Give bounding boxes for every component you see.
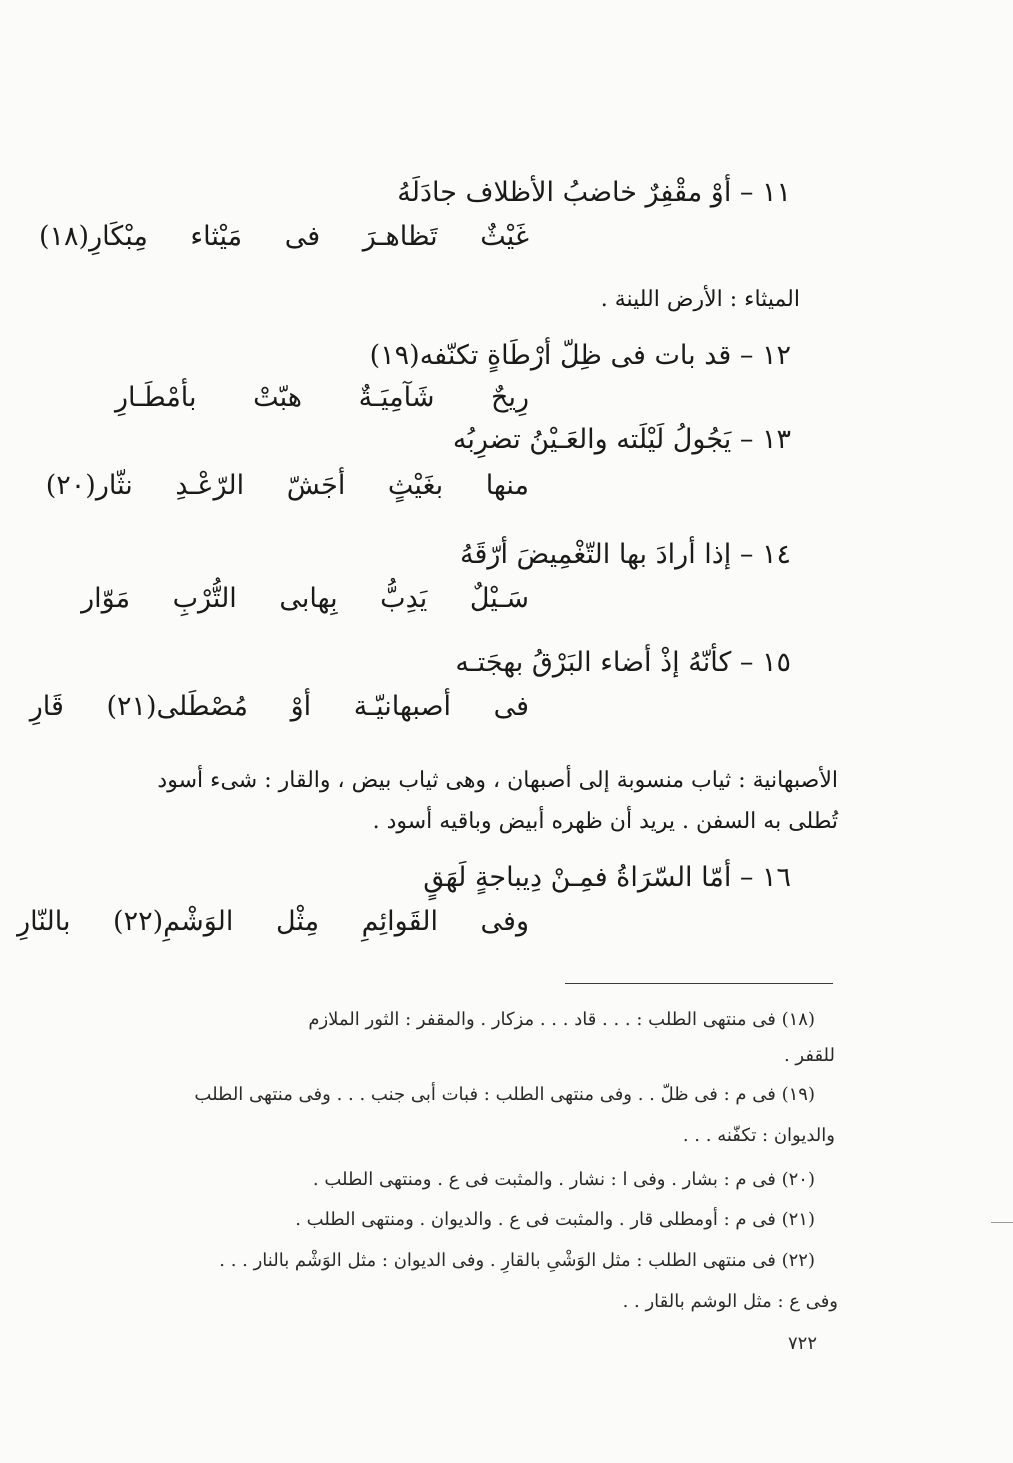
gloss-maytha: الميثاء : الأرض اللينة . bbox=[600, 287, 800, 312]
verse-13-second-hemistich: منها بغَيْثٍ أجَشّ الرّعْـدِ نثّار(٢٠) bbox=[45, 470, 529, 501]
footnote-19-line-2: والديوان : تكفّنه . . . bbox=[682, 1125, 835, 1146]
verse-15-first-hemistich: ١٥ – كأنّهُ إذْ أضاء البَرْقُ بهجَتـه bbox=[455, 647, 791, 678]
footnote-20: (٢٠) فى م : بشار . وفى ا : نشار . والمثبت فى ع . ومنتهى الطلب . bbox=[312, 1169, 815, 1190]
footnote-22-line-1: (٢٢) فى منتهى الطلب : مثل الوَشْىِ بالقارِ . وفى الديوان : مثل الوَشْم بالنار . . . bbox=[219, 1250, 815, 1271]
gloss-isbahaniya-line-2: تُطلى به السفن . يريد أن ظهره أبيض وباقيه أسود . bbox=[372, 809, 838, 834]
verse-14-second-hemistich: سَـيْلٌ يَدِبُّ بِهابى التُّرْبِ مَوّار bbox=[81, 583, 529, 614]
verse-13-first-hemistich: ١٣ – يَجُولُ لَيْلَته والعَـيْنُ تضرِبُه bbox=[452, 424, 791, 455]
footnote-18-line-1: (١٨) فى منتهى الطلب : . . . قاد . . . مزكار . والمقفر : الثور الملازم bbox=[308, 1009, 815, 1030]
verse-14-first-hemistich: ١٤ – إذا أرادَ بها التّغْمِيضَ أرّقَهُ bbox=[460, 539, 791, 570]
verse-16-first-hemistich: ١٦ – أمّا السّرَاةُ فمِـنْ دِيباجةٍ لَهَقٍ bbox=[423, 862, 791, 893]
verse-12-first-hemistich: ١٢ – قد بات فى ظِلّ أرْطَاةٍ تكنّفه(١٩) bbox=[369, 340, 791, 371]
verse-12-second-hemistich: رِيحٌ شَآمِيَـةٌ هبّتْ بأمْطَـارِ bbox=[115, 382, 529, 413]
verse-16-second-hemistich: وفى القَوائِمِ مِثْل الوَشْمِ(٢٢) بالنّارِ bbox=[17, 906, 529, 937]
footnote-21: (٢١) فى م : أومطلى قار . والمثبت فى ع . والديوان . ومنتهى الطلب . bbox=[295, 1209, 815, 1230]
scan-edge-mark bbox=[991, 1222, 1013, 1223]
verse-11-first-hemistich: ١١ – أوْ مقْفِرٌ خاضبُ الأظلاف جادَلَهُ bbox=[397, 177, 791, 208]
footnote-19-line-1: (١٩) فى م : فى ظلّ . . وفى منتهى الطلب : فبات أبى جنب . . . وفى منتهى الطلب bbox=[194, 1084, 815, 1105]
verse-11-second-hemistich: غَيْثٌ تَظاهـرَ فى مَيْثاء مِبْكَارِ(١٨) bbox=[38, 221, 529, 252]
footnote-separator bbox=[565, 983, 833, 984]
footnote-18-line-2: للقفر . bbox=[783, 1045, 835, 1066]
verse-15-second-hemistich: فى أصبهانيّـة أوْ مُصْطَلى(٢١) قَارِ bbox=[29, 691, 529, 722]
footnote-22-line-2: وفى ع : مثل الوشم بالقار . . bbox=[622, 1291, 838, 1312]
page-number: ٧٢٢ bbox=[787, 1333, 817, 1354]
gloss-isbahaniya-line-1: الأصبهانية : ثياب منسوبة إلى أصبهان ، وهى ثياب بيض ، والقار : شىء أسود bbox=[157, 768, 838, 793]
